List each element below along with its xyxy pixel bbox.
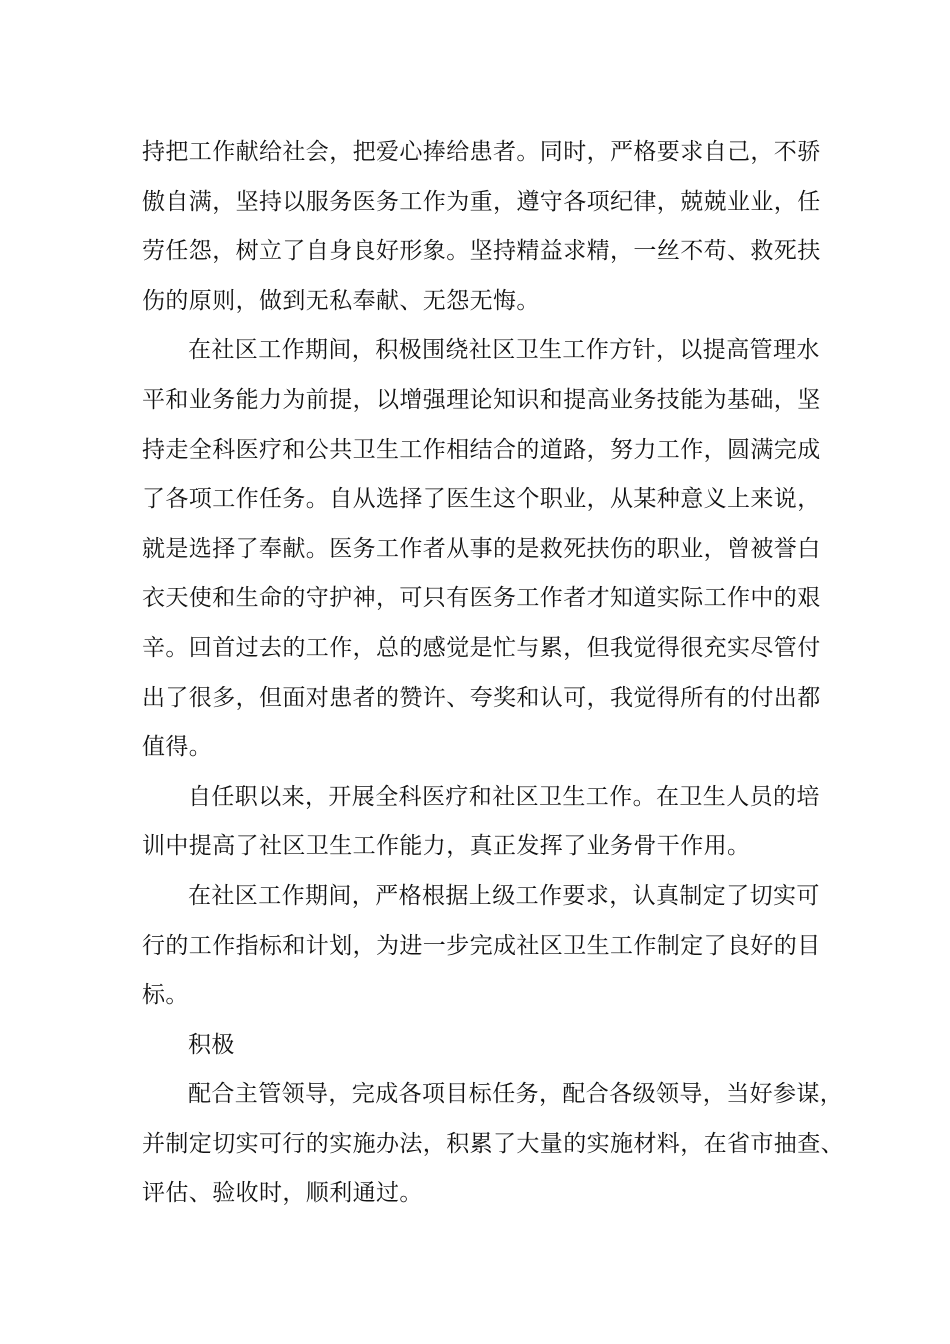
text-line: 伤的原则，做到无私奉献、无怨无悔。: [142, 287, 540, 314]
text-line: 劳任怨，树立了自身良好形象。坚持精益求精，一丝不苟、救死扶: [142, 238, 821, 265]
text-line: 了各项工作任务。自从选择了医生这个职业，从某种意义上来说，: [142, 486, 821, 513]
text-line: 标。: [142, 982, 189, 1009]
paragraph-first-line: 在社区工作期间，严格根据上级工作要求，认真制定了切实可: [188, 882, 820, 909]
paragraph-first-line: 在社区工作期间，积极围绕社区卫生工作方针，以提高管理水: [188, 337, 820, 364]
text-line: 辛。回首过去的工作，总的感觉是忙与累，但我觉得很充实尽管付: [142, 634, 821, 661]
paragraph-first-line: 自任职以来，开展全科医疗和社区卫生工作。在卫生人员的培: [188, 783, 820, 810]
text-line: 行的工作指标和计划，为进一步完成社区卫生工作制定了良好的目: [142, 932, 821, 959]
text-line: 出了很多，但面对患者的赞许、夸奖和认可，我觉得所有的付出都: [142, 684, 821, 711]
text-line: 并制定切实可行的实施办法，积累了大量的实施材料，在省市抽查、: [142, 1130, 844, 1157]
text-line: 持把工作献给社会，把爱心捧给患者。同时，严格要求自己，不骄: [142, 139, 821, 165]
paragraph-first-line: 积极: [188, 1031, 235, 1058]
text-line: 傲自满，坚持以服务医务工作为重，遵守各项纪律，兢兢业业，任: [142, 188, 821, 215]
text-line: 衣天使和生命的守护神，可只有医务工作者才知道实际工作中的艰: [142, 585, 821, 612]
text-line: 就是选择了奉献。医务工作者从事的是救死扶伤的职业，曾被誉白: [142, 535, 821, 562]
text-line: 持走全科医疗和公共卫生工作相结合的道路，努力工作，圆满完成: [142, 436, 821, 463]
text-line: 平和业务能力为前提，以增强理论知识和提高业务技能为基础，坚: [142, 386, 821, 413]
text-line: 值得。: [142, 734, 213, 761]
paragraph-first-line: 配合主管领导，完成各项目标任务，配合各级领导，当好参谋，: [188, 1081, 844, 1108]
document-body: [142, 128, 844, 1219]
text-line: 评估、验收时，顺利通过。: [142, 1180, 423, 1207]
text-line: 训中提高了社区卫生工作能力，真正发挥了业务骨干作用。: [142, 833, 751, 860]
